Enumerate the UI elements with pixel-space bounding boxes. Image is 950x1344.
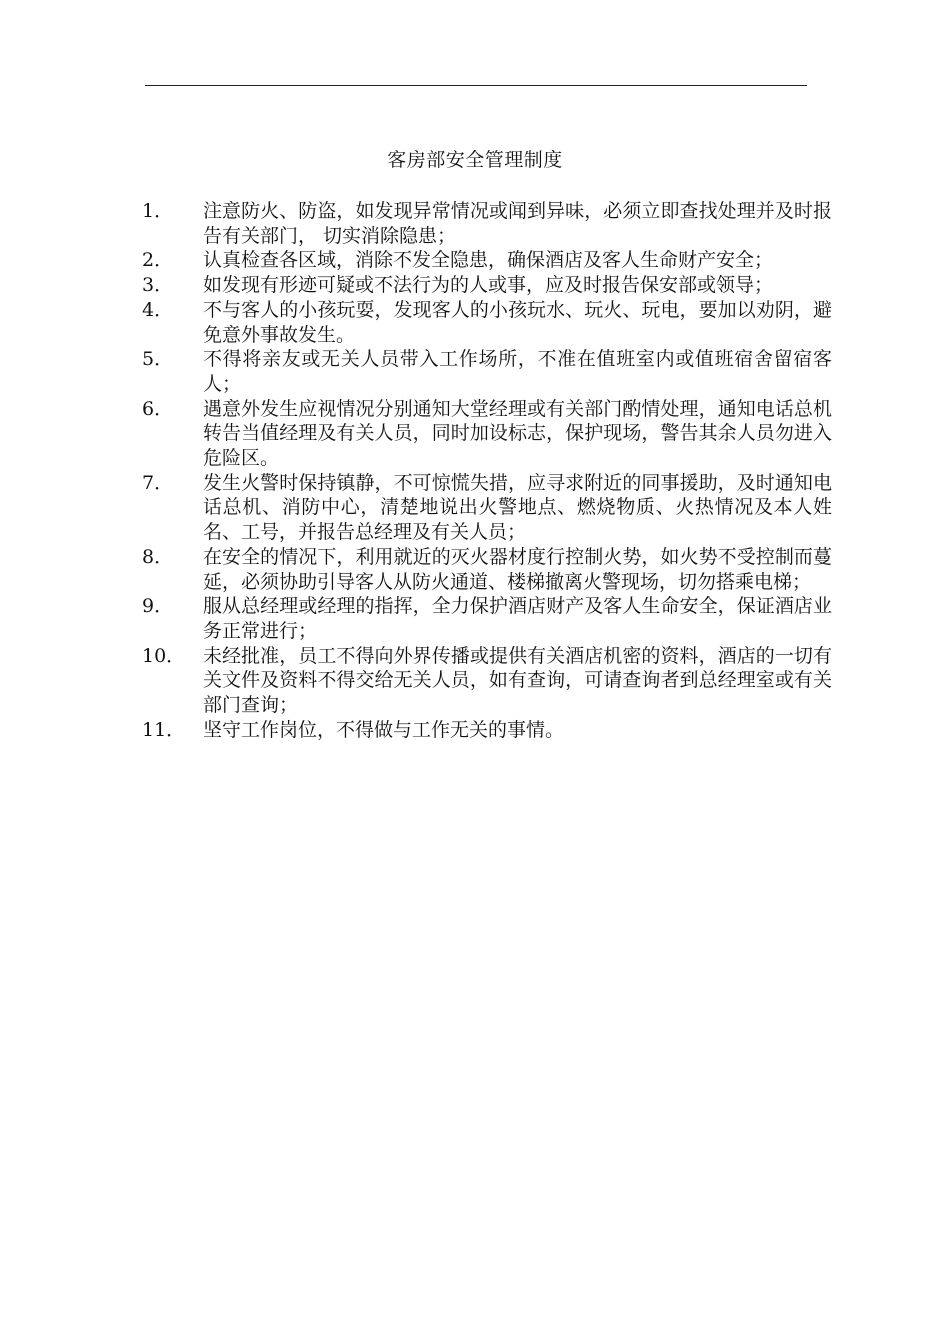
item-text: 认真检查各区域，消除不发全隐患，确保酒店及客人生命财产安全； bbox=[203, 249, 774, 272]
item-number: 10． bbox=[142, 644, 186, 667]
list-item bbox=[142, 644, 832, 718]
item-text: 不与客人的小孩玩耍，发现客人的小孩玩水、玩火、玩电，要加以劝阴，避免意外事故发生。 bbox=[203, 298, 832, 346]
list-item bbox=[142, 397, 832, 471]
rules-list bbox=[142, 199, 832, 742]
list-item bbox=[142, 298, 832, 347]
item-text: 服从总经理或经理的指挥，全力保护酒店财产及客人生命安全，保证酒店业务正常进行； bbox=[203, 595, 832, 642]
item-text: 坚守工作岗位，不得做与工作无关的事情。 bbox=[203, 718, 565, 741]
item-number: 9． bbox=[142, 595, 174, 618]
item-text: 在安全的情况下，利用就近的灭火器材度行控制火势，如火势不受控制而蔓延，必须协助引导客人从防火通道、楼梯撤离火警现场，切勿搭乘电梯； bbox=[203, 545, 832, 593]
item-number: 8． bbox=[142, 545, 174, 568]
list-item bbox=[142, 594, 832, 643]
list-item bbox=[142, 199, 832, 248]
list-item bbox=[142, 471, 832, 545]
list-item bbox=[142, 545, 832, 594]
item-number: 2． bbox=[142, 249, 174, 272]
item-number: 3． bbox=[142, 274, 174, 297]
item-text: 遇意外发生应视情况分别通知大堂经理或有关部门酌情处理，通知电话总机转告当值经理及有关人员，同时加设标志，保护现场，警告其余人员勿进入危险区。 bbox=[203, 397, 832, 470]
list-item bbox=[142, 718, 832, 743]
item-text: 发生火警时保持镇静，不可惊慌失措，应寻求附近的同事援助，及时通知电话总机、消防中心，清楚地说出火警地点、燃烧物质、火热情况及本人姓名、工号，并报告总经理及有关人员； bbox=[203, 471, 832, 544]
item-text: 注意防火、防盗，如发现异常情况或闻到异味，必须立即查找处理并及时报告有关部门， 切实消除隐患； bbox=[203, 200, 832, 247]
item-text: 不得将亲友或无关人员带入工作场所，不准在值班室内或值班宿舍留宿客人； bbox=[203, 348, 832, 395]
list-item bbox=[142, 347, 832, 396]
list-item bbox=[142, 248, 832, 273]
item-number: 4． bbox=[142, 298, 174, 321]
item-text: 未经批准，员工不得向外界传播或提供有关酒店机密的资料，酒店的一切有关文件及资料不得交给无关人员，如有查询，可请查询者到总经理室或有关部门查询； bbox=[203, 644, 832, 717]
item-number: 11． bbox=[142, 718, 186, 741]
item-number: 6． bbox=[142, 397, 174, 420]
list-item bbox=[142, 273, 832, 298]
item-number: 7． bbox=[142, 471, 174, 494]
document-title: 客房部安全管理制度 bbox=[387, 149, 563, 171]
header-rule bbox=[145, 85, 807, 86]
item-number: 5． bbox=[142, 348, 174, 371]
item-number: 1． bbox=[142, 200, 174, 222]
item-text: 如发现有形迹可疑或不法行为的人或事，应及时报告保安部或领导； bbox=[203, 274, 774, 297]
